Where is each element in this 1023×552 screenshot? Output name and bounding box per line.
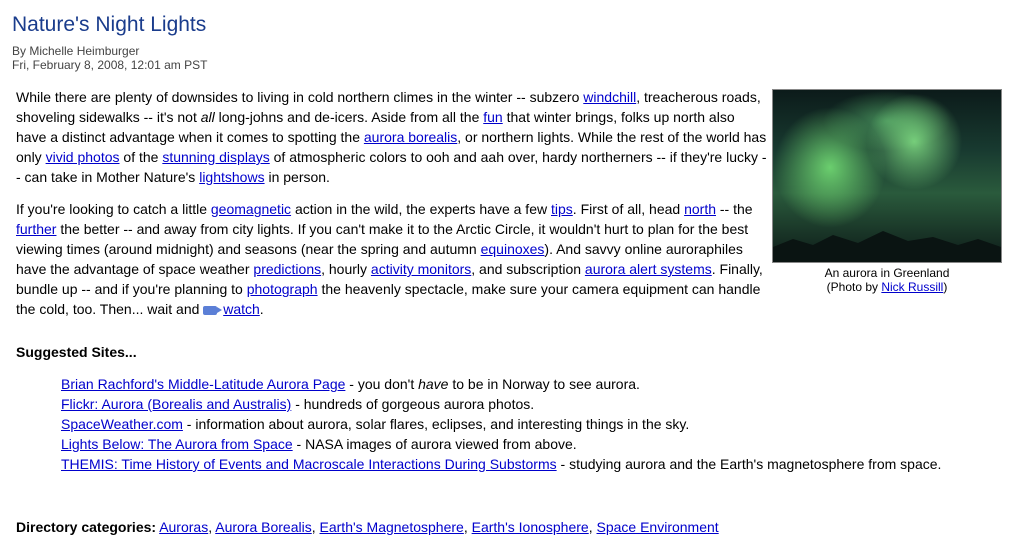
category-link[interactable]: Auroras	[159, 519, 209, 535]
paragraph-1	[16, 87, 768, 187]
aurora-figure	[772, 89, 1002, 294]
link-photographer[interactable]: Nick Russill	[881, 280, 944, 294]
text: . First of all, head	[572, 201, 685, 217]
list-item	[61, 414, 991, 434]
link-activity-monitors[interactable]: activity monitors	[370, 261, 472, 277]
text: in person.	[264, 169, 330, 185]
text: the heavenly spectacle, make sure your camera equipment can handle the cold, too. Then... wait and	[16, 281, 761, 317]
aurora-photo	[772, 89, 1002, 263]
caption-text: An aurora in Greenland	[824, 266, 950, 280]
text: .	[259, 301, 264, 317]
text: -- the	[716, 201, 753, 217]
text: of the	[119, 149, 163, 165]
text: - studying aurora and the Earth's magnetosphere from space.	[556, 456, 942, 472]
text: , or northern lights. While the rest of the world has only	[16, 129, 767, 165]
text: If you're looking to catch a little	[16, 201, 211, 217]
text: action in the wild, the experts have a few	[291, 201, 551, 217]
video-camera-icon[interactable]	[203, 306, 217, 315]
dateline: Fri, February 8, 2008, 12:01 am PST	[12, 58, 208, 72]
site-link[interactable]: SpaceWeather.com	[61, 416, 183, 432]
category-link[interactable]: Space Environment	[596, 519, 719, 535]
link-photograph[interactable]: photograph	[246, 281, 318, 297]
text: . Finally, bundle up -- and if you're planning to	[16, 261, 763, 297]
text: of atmospheric colors to ooh and aah over, hardy northerners -- if they're lucky -- can take in Mother Nature's	[16, 149, 767, 185]
link-aurora-borealis[interactable]: aurora borealis	[363, 129, 458, 145]
article-body	[16, 87, 768, 331]
photo-caption	[772, 266, 1002, 294]
text: - information about aurora, solar flares, eclipses, and interesting things in the sky.	[182, 416, 690, 432]
text: , hourly	[321, 261, 371, 277]
text: )	[943, 280, 948, 294]
link-vivid-photos[interactable]: vivid photos	[45, 149, 120, 165]
text: that winter brings, folks up north also have a distinct advantage when it comes to spotting the	[16, 109, 735, 145]
site-link[interactable]: THEMIS: Time History of Events and Macroscale Interactions During Substorms	[61, 456, 557, 472]
text: - you don't	[345, 376, 419, 392]
link-north[interactable]: north	[684, 201, 716, 217]
link-tips[interactable]: tips	[551, 201, 573, 217]
text: ). And savvy online auroraphiles have the advantage of space weather	[16, 241, 743, 277]
link-geomagnetic[interactable]: geomagnetic	[210, 201, 292, 217]
list-item	[61, 374, 991, 394]
suggested-sites-heading: Suggested Sites...	[16, 344, 137, 360]
link-aurora-alert-systems[interactable]: aurora alert systems	[584, 261, 712, 277]
text: While there are plenty of downsides to living in cold northern climes in the winter -- subzero	[16, 89, 584, 105]
caption-credit	[772, 280, 1002, 294]
link-watch[interactable]: watch	[223, 301, 260, 317]
emphasis: all	[200, 109, 215, 125]
link-windchill[interactable]: windchill	[583, 89, 637, 105]
text: - NASA images of aurora viewed from above.	[292, 436, 577, 452]
site-link[interactable]: Lights Below: The Aurora from Space	[61, 436, 293, 452]
link-lightshows[interactable]: lightshows	[199, 169, 265, 185]
site-link[interactable]: Brian Rachford's Middle-Latitude Aurora Page	[61, 376, 346, 392]
directory-label: Directory categories:	[16, 519, 157, 535]
link-fun[interactable]: fun	[483, 109, 503, 125]
list-item	[61, 454, 991, 474]
text: - hundreds of gorgeous aurora photos.	[291, 396, 535, 412]
text: the better -- and away from city lights. If you can't make it to the Arctic Circle, it wouldn't hurt to plan for the best viewing times (around midnight) and seasons (near the spring and autumn	[16, 221, 749, 257]
text: , and subscription	[471, 261, 585, 277]
paragraph-2	[16, 199, 768, 319]
byline: By Michelle Heimburger	[12, 44, 140, 58]
suggested-sites-list	[61, 374, 991, 474]
link-further[interactable]: further	[16, 221, 57, 237]
article-meta	[12, 44, 207, 72]
text: to be in Norway to see aurora.	[448, 376, 640, 392]
list-item	[61, 434, 991, 454]
directory-categories: Directory categories: Auroras, Aurora Borealis, Earth's Magnetosphere, Earth's Ionosphere, Space Environment	[16, 519, 719, 535]
link-predictions[interactable]: predictions	[253, 261, 322, 277]
link-stunning-displays[interactable]: stunning displays	[162, 149, 270, 165]
page-title: Nature's Night Lights	[12, 13, 207, 36]
text: , treacherous roads, shoveling sidewalks -- it's not	[16, 89, 761, 125]
emphasis: have	[418, 376, 449, 392]
text: (Photo by	[826, 280, 882, 294]
category-link[interactable]: Aurora Borealis	[215, 519, 312, 535]
category-link[interactable]: Earth's Magnetosphere	[319, 519, 464, 535]
mountain-silhouette	[773, 217, 1001, 262]
link-equinoxes[interactable]: equinoxes	[480, 241, 545, 257]
site-link[interactable]: Flickr: Aurora (Borealis and Australis)	[61, 396, 292, 412]
category-link[interactable]: Earth's Ionosphere	[471, 519, 589, 535]
text: long-johns and de-icers. Aside from all the	[214, 109, 484, 125]
list-item	[61, 394, 991, 414]
